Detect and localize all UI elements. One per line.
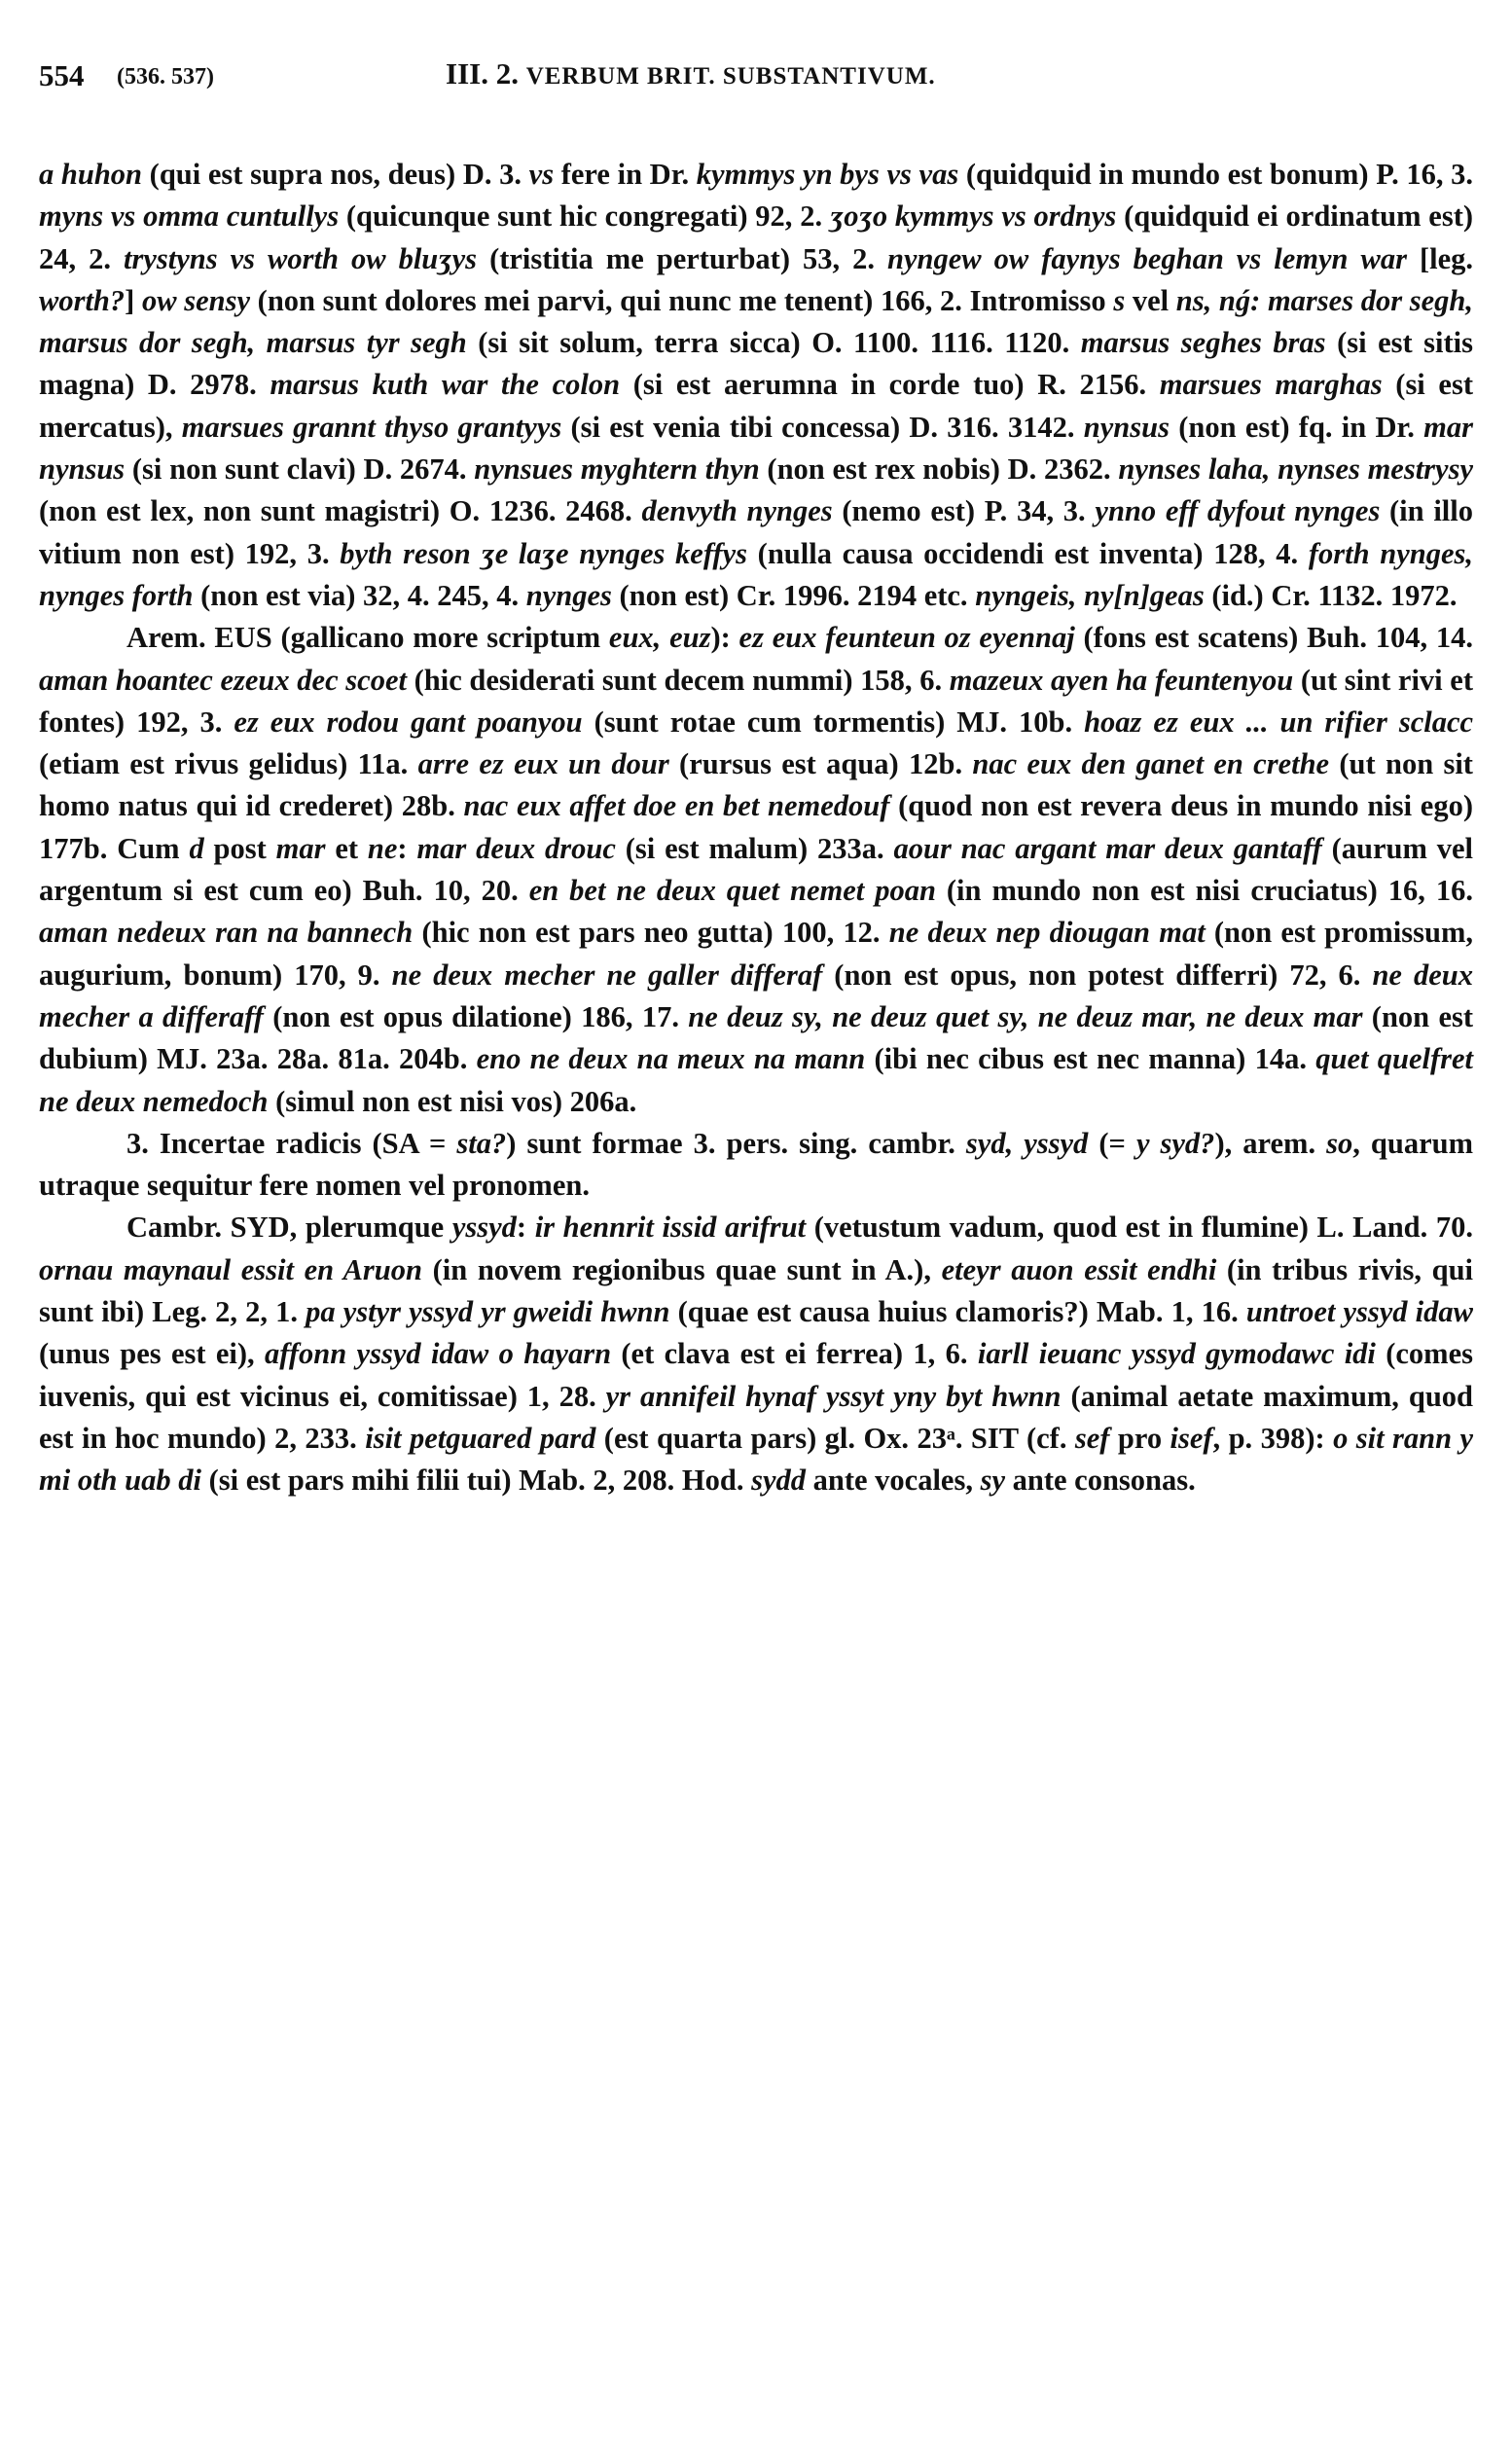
italic-citation: marsus seghes bras (1080, 326, 1326, 360)
text-segment: (non est rex nobis) D. 2362. (759, 452, 1119, 487)
italic-citation: s (1113, 283, 1126, 317)
italic-citation: mar (275, 831, 326, 865)
text-segment: (ibi nec cibus est nec manna) 14a. (865, 1042, 1316, 1076)
text-segment: (si sit solum, terra sicca) O. 1100. 1116. 1120. (466, 326, 1081, 360)
italic-citation: ne deux mecher a differaff (39, 958, 1474, 1033)
italic-citation: vs (528, 158, 555, 191)
italic-citation: quet quelfret ne deux nemedoch (39, 1042, 1473, 1118)
italic-citation: eteyr auon essit endhi (941, 1252, 1217, 1286)
paragraph (39, 154, 1473, 617)
text-segment: (quae est causa huius clamoris?) Mab. 1, 16. (669, 1295, 1246, 1329)
text-segment: (non est dubium) MJ. 23a. 28a. 81a. 204b. (39, 999, 1474, 1076)
italic-citation: iarll ieuanc yssyd gymodawc idi (977, 1337, 1376, 1371)
text-segment: (hic desiderati sunt decem nummi) 158, 6. (406, 663, 950, 697)
section-number: III. 2. (446, 56, 519, 90)
text-segment: (non est lex, non sunt magistri) O. 1236. 2468. (39, 494, 642, 528)
text-segment: : (397, 831, 417, 865)
italic-citation: ne (367, 831, 398, 865)
italic-citation: aman hoantec ezeux dec scoet (39, 663, 407, 697)
text-segment: (aurum vel argentum si est cum eo) Buh. 10, 20. (39, 831, 1473, 908)
italic-citation: pa ystyr yssyd yr gweidi hwnn (306, 1295, 670, 1329)
italic-citation: nynges (525, 578, 612, 612)
italic-citation: sta? (456, 1126, 507, 1160)
text-segment: post (203, 831, 276, 865)
italic-citation: nynsues myghtern thyn (474, 452, 760, 487)
italic-citation: ez eux rodou gant poanyou (234, 705, 583, 739)
paragraph (39, 617, 1473, 1123)
text-segment: fere in Dr. (554, 158, 697, 191)
text-segment: (si est venia tibi concessa) D. 316. 3142. (561, 410, 1084, 444)
text-segment: (animal aetate maximum, quod est in hoc mundo) 2, 233. (39, 1379, 1473, 1455)
text-segment: (nemo est) P. 34, 3. (832, 494, 1096, 528)
italic-citation: eux, euz (608, 621, 711, 655)
italic-citation: en bet ne deux quet nemet poan (528, 874, 936, 908)
text-segment: (quidquid ei ordinatum est) 24, 2. (39, 199, 1474, 275)
italic-citation: nynsus (1083, 410, 1170, 444)
page-number: 554 (39, 58, 85, 92)
italic-citation: yssyd (451, 1211, 517, 1245)
text-segment: (ut sint rivi et fontes) 192, 3. (39, 663, 1473, 739)
italic-citation: isef (1170, 1421, 1213, 1455)
running-title (446, 53, 936, 97)
text-segment: (non est opus, non potest differri) 72, 6. (822, 958, 1373, 992)
italic-citation: so (1326, 1126, 1353, 1160)
italic-citation: mar nynsus (39, 410, 1473, 487)
text-segment: [leg. (1406, 241, 1473, 275)
italic-citation: byth reson ʒe laʒe nynges keffys (340, 536, 747, 570)
italic-citation: untroet yssyd idaw (1245, 1295, 1473, 1329)
italic-citation: marsus kuth war the colon (270, 368, 621, 402)
text-segment: (in novem regionibus quae sunt in A.), (421, 1252, 942, 1286)
paragraph (39, 1207, 1473, 1501)
italic-citation: affonn yssyd idaw o hayarn (265, 1337, 612, 1371)
text-segment: (et clava est ei ferrea) 1, 6. (611, 1337, 978, 1371)
italic-citation: mar deux drouc (416, 831, 616, 865)
italic-citation: ne deuz sy, ne deuz quet sy, ne deuz mar, ne deux mar (688, 999, 1363, 1033)
italic-citation: a huhon (39, 158, 143, 191)
text-segment: (si est mercatus), (39, 368, 1473, 444)
text-segment: (qui est supra nos, deus) D. 3. (142, 158, 529, 191)
text-segment: (est quarta pars) gl. Ox. 23ᵃ. SIT (cf. (595, 1421, 1075, 1455)
italic-citation: marsues marghas (1159, 368, 1383, 402)
text-segment: ante vocales, (806, 1464, 981, 1498)
italic-citation: syd, yssyd (965, 1126, 1089, 1160)
italic-citation: ir hennrit issid arifrut (534, 1211, 807, 1245)
title-text: VERBUM BRIT. SUBSTANTIVUM. (525, 63, 936, 90)
italic-citation: nyngeis, ny[n]geas (975, 578, 1205, 612)
text-segment: (non est opus dilatione) 186, 17. (263, 999, 689, 1033)
text-segment: (tristitia me perturbat) 53, 2. (477, 241, 888, 275)
italic-citation: trystyns vs worth ow bluʒys (124, 241, 478, 275)
italic-citation: isit petguared pard (365, 1421, 596, 1455)
italic-citation: arre ez eux un dour (417, 747, 669, 781)
text-segment: ante consonas. (1005, 1464, 1196, 1498)
text-segment: (si est pars mihi filii tui) Mab. 2, 208. Hod. (200, 1464, 752, 1498)
italic-citation: aour nac argant mar deux gantaff (893, 831, 1322, 865)
text-segment: (non est) fq. in Dr. (1169, 410, 1424, 444)
italic-citation: aman nedeux ran na bannech (39, 916, 414, 950)
italic-citation: ns, nǵ: marses dor segh, marsus dor segh, marsus tyr segh (39, 283, 1473, 360)
italic-citation: myns vs omma cuntullys (39, 199, 340, 234)
italic-citation: denvyth nynges (641, 494, 833, 528)
text-segment: (id.) Cr. 1132. 1972. (1204, 578, 1458, 612)
italic-citation: hoaz ez eux ... un rifier sclacc (1084, 705, 1474, 739)
text-segment: (quicunque sunt hic congregati) 92, 2. (339, 199, 830, 234)
italic-citation: sef (1074, 1421, 1110, 1455)
italic-citation: ornau maynaul essit en Aruon (39, 1252, 422, 1286)
text-segment: Arem. EUS (gallicano more scriptum (126, 621, 609, 655)
italic-citation: nynses laha, nynses mestrysy (1118, 452, 1473, 487)
italic-citation: ne deux mecher ne galler differaf (391, 958, 823, 992)
text-segment: (si non sunt clavi) D. 2674. (125, 452, 475, 487)
text-segment: (comes iuvenis, qui est vicinus ei, comitissae) 1, 28. (39, 1337, 1473, 1413)
text-segment: : (516, 1211, 535, 1245)
running-header (39, 43, 1473, 91)
italic-citation: nac eux den ganet en crethe (972, 747, 1330, 781)
text-segment: (= (1088, 1126, 1136, 1160)
italic-citation: d (189, 831, 204, 865)
text-segment: (non est) Cr. 1996. 2194 etc. (611, 578, 976, 612)
text-segment: ] (125, 283, 142, 317)
italic-citation: nyngew ow faynys beghan vs lemyn war (887, 241, 1407, 275)
italic-citation: o sit rann y mi oth uab di (39, 1421, 1474, 1498)
text-segment: pro (1109, 1421, 1170, 1455)
text-segment: (fons est scatens) Buh. 104, 14. (1074, 621, 1473, 655)
text-segment: (rursus est aqua) 12b. (668, 747, 973, 781)
text-segment: (non est promissum, augurium, bonum) 170, 9. (39, 916, 1473, 992)
text-segment: (in tribus rivis, qui sunt ibi) Leg. 2, 2, 1. (39, 1252, 1474, 1329)
text-segment: (quod non est revera deus in mundo nisi ego) 177b. Cum (39, 789, 1473, 865)
text-body (39, 154, 1473, 1502)
text-segment: vel (1125, 283, 1176, 317)
text-segment: Cambr. SYD, plerumque (126, 1211, 452, 1245)
italic-citation: kymmys yn bys vs vas (696, 158, 959, 191)
italic-citation: ez eux feunteun oz eyennaj (738, 621, 1075, 655)
text-segment: (in mundo non est nisi cruciatus) 16, 16. (935, 874, 1473, 908)
italic-citation: marsues grannt thyso grantyys (181, 410, 562, 444)
italic-citation: worth? (39, 283, 126, 317)
text-segment: (sunt rotae cum tormentis) MJ. 10b. (582, 705, 1085, 739)
text-segment: 3. Incertae radicis (SA = (126, 1126, 457, 1160)
text-segment: et (325, 831, 368, 865)
text-segment: (si est aerumna in corde tuo) R. 2156. (620, 368, 1160, 402)
italic-citation: eno ne deux na meux na mann (476, 1042, 866, 1076)
text-segment: (nulla causa occidendi est inventa) 128, 4. (747, 536, 1309, 570)
text-segment: ) sunt formae 3. pers. sing. cambr. (506, 1126, 966, 1160)
text-segment: , p. 398): (1212, 1421, 1334, 1455)
text-segment: (non sunt dolores mei parvi, qui nunc me tenent) 166, 2. Intromisso (250, 283, 1114, 317)
section-refs: (536. 537) (117, 64, 214, 90)
italic-citation: sydd (751, 1464, 806, 1498)
italic-citation: ne deux nep diougan mat (888, 916, 1206, 950)
text-segment: (ut non sit homo natus qui id crederet) 28b. (39, 747, 1473, 823)
text-segment: (etiam est rivus gelidus) 11a. (39, 747, 418, 781)
italic-citation: yr annifeil hynaf yssyt yny byt hwnn (605, 1379, 1062, 1413)
italic-citation: ow sensy (141, 283, 251, 317)
text-segment: (hic non est pars neo gutta) 100, 12. (413, 916, 889, 950)
text-segment: (non est via) 32, 4. 245, 4. (193, 578, 526, 612)
italic-citation: nac eux affet doe en bet nemedouf (463, 789, 890, 823)
italic-citation: y syd? (1135, 1126, 1215, 1160)
text-segment: (quidquid in mundo est bonum) P. 16, 3. (958, 158, 1473, 191)
text-segment: (vetustum vadum, quod est in flumine) L. Land. 70. (806, 1211, 1473, 1245)
italic-citation: mazeux ayen ha feuntenyou (949, 663, 1294, 697)
text-segment: , quarum utraque sequitur fere nomen vel pronomen. (39, 1126, 1473, 1203)
text-segment: (in illo vitium non est) 192, 3. (39, 494, 1474, 570)
text-segment: ), arem. (1214, 1126, 1327, 1160)
paragraph (39, 1123, 1473, 1208)
italic-citation: ynno eff dyfout nynges (1095, 494, 1381, 528)
text-segment: (si est malum) 233a. (615, 831, 894, 865)
italic-citation: sy (980, 1464, 1005, 1498)
text-segment: (simul non est nisi vos) 206a. (268, 1084, 637, 1118)
italic-citation: ʒoʒo kymmys vs ordnys (829, 199, 1117, 234)
text-segment: (unus pes est ei), (39, 1337, 266, 1371)
italic-citation: forth nynges, nynges forth (39, 536, 1473, 612)
text-segment: ): (710, 621, 739, 655)
text-segment: (si est sitis magna) D. 2978. (39, 326, 1473, 402)
